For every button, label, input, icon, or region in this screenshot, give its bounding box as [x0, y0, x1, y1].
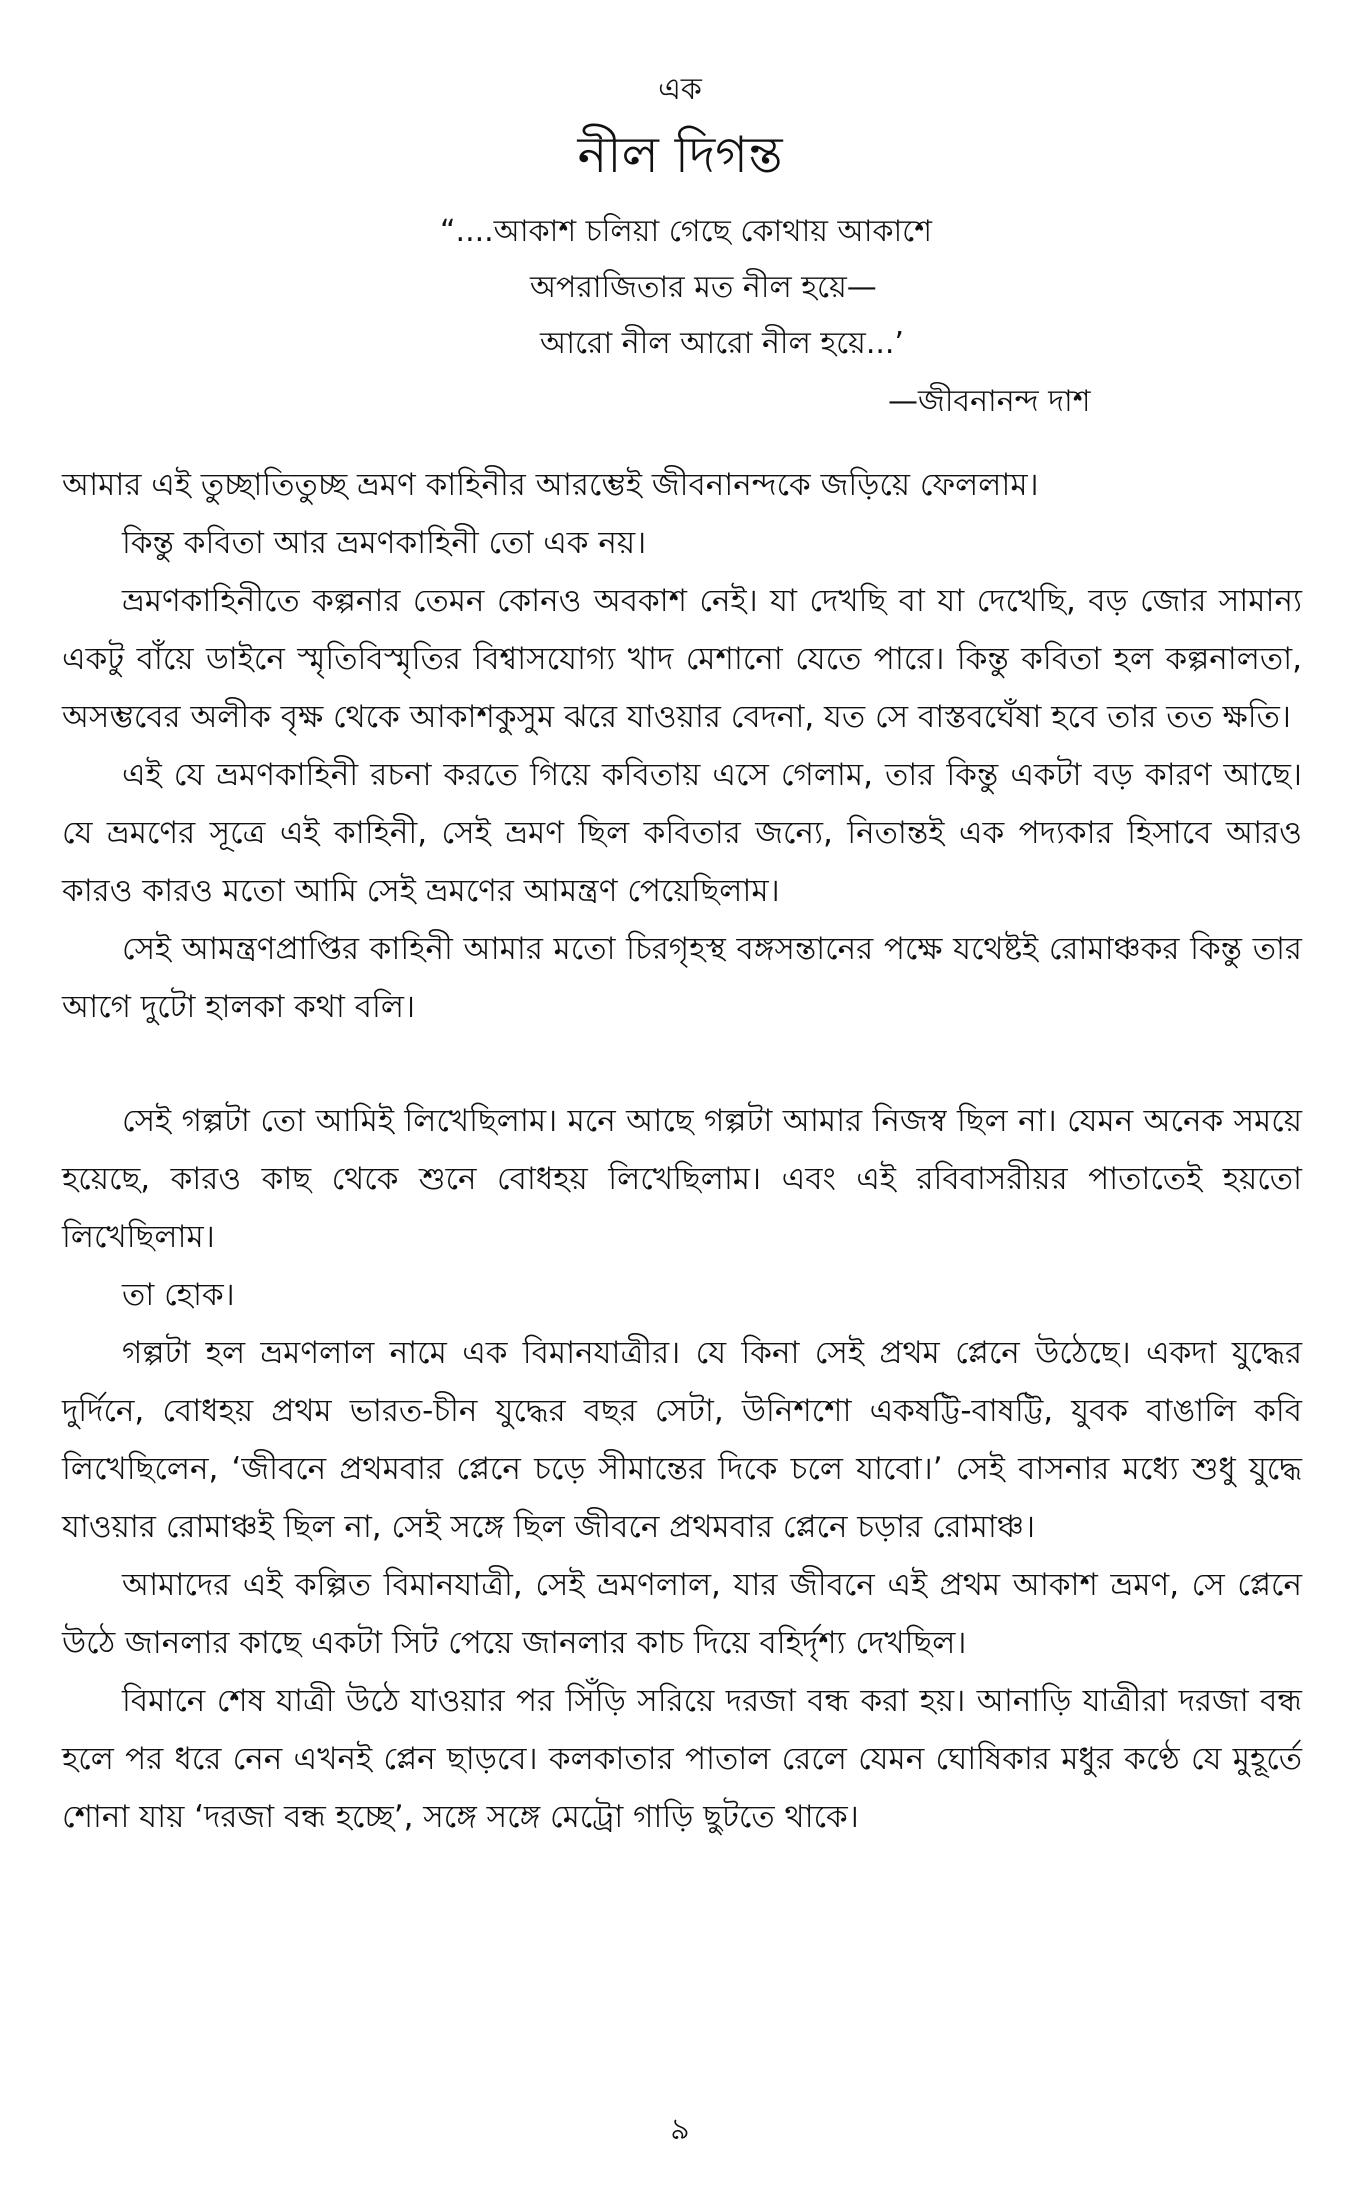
- chapter-number: এক: [658, 72, 702, 107]
- paragraph: সেই আমন্ত্রণপ্রাপ্তির কাহিনী আমার মতো চিরগৃহস্থ বঙ্গসন্তানের পক্ষে যথেষ্টই রোমাঞ্চকর কিন্তু তার আগে দুটো হালকা কথা বলি।: [62, 931, 1302, 1025]
- section-break: [62, 1036, 1302, 1092]
- epigraph: [380, 204, 1140, 432]
- paragraph: আমার এই তুচ্ছাতিতুচ্ছ ভ্রমণ কাহিনীর আরম্ভেই জীবনানন্দকে জড়িয়ে ফেললাম।: [62, 467, 1039, 503]
- paragraph: গল্পটা হল ভ্রমণলাল নামে এক বিমানযাত্রীর। যে কিনা সেই প্রথম প্লেনে উঠেছে। একদা যুদ্ধের দুর্দিনে, বোধহয় প্রথম ভারত-চীন যুদ্ধের বছর সেটা, উনিশশো একষট্টি-বাষট্টি, যুবক বাঙালি কবি লিখেছিলেন, ‘জীবনে প্রথমবার প্লেনে চড়ে সীমান্তের দিকে চলে যাবো।’ সেই বাসনার মধ্যে শুধু যুদ্ধে যাওয়ার রোমাঞ্চই ছিল না, সেই সঙ্গে ছিল জীবনে প্রথমবার প্লেনে চড়ার রোমাঞ্চ।: [62, 1335, 1302, 1545]
- paragraph: কিন্তু কবিতা আর ভ্রমণকাহিনী তো এক নয়।: [122, 525, 647, 561]
- paragraph: আমাদের এই কল্পিত বিমানযাত্রী, সেই ভ্রমণলাল, যার জীবনে এই প্রথম আকাশ ভ্রমণ, সে প্লেনে উঠে জানলার কাছে একটা সিট পেয়ে জানলার কাচ দিয়ে বহির্দৃশ্য দেখছিল।: [62, 1567, 1302, 1661]
- epigraph-attribution: —জীবনানন্দ দাশ: [888, 384, 1091, 419]
- epigraph-line: আরো নীল আরো নীল হয়ে...’: [540, 326, 904, 361]
- paragraph: সেই গল্পটা তো আমিই লিখেছিলাম। মনে আছে গল্পটা আমার নিজস্ব ছিল না। যেমন অনেক সময়ে হয়েছে, কারও কাছ থেকে শুনে বোধহয় লিখেছিলাম। এবং এই রবিবাসরীয়র পাতাতেই হয়তো লিখেছিলাম।: [62, 1103, 1302, 1255]
- chapter-title: নীল দিগন্ত: [577, 126, 783, 184]
- paragraph: বিমানে শেষ যাত্রী উঠে যাওয়ার পর সিঁড়ি সরিয়ে দরজা বন্ধ করা হয়। আনাড়ি যাত্রীরা দরজা বন্ধ হলে পর ধরে নেন এখনই প্লেন ছাড়বে। কলকাতার পাতাল রেলে যেমন ঘোষিকার মধুর কণ্ঠে যে মুহূর্তে শোনা যায় ‘দরজা বন্ধ হচ্ছে’, সঙ্গে সঙ্গে মেট্রো গাড়ি ছুটতে থাকে।: [62, 1683, 1302, 1835]
- epigraph-line: “....আকাশ চলিয়া গেছে কোথায় আকাশে: [440, 214, 932, 249]
- paragraph: তা হোক।: [122, 1277, 235, 1313]
- page-number: ৯: [670, 2112, 690, 2147]
- paragraph: এই যে ভ্রমণকাহিনী রচনা করতে গিয়ে কবিতায় এসে গেলাম, তার কিন্তু একটা বড় কারণ আছে। যে ভ্রমণের সূত্রে এই কাহিনী, সেই ভ্রমণ ছিল কবিতার জন্যে, নিতান্তই এক পদ্যকার হিসাবে আরও কারও কারও মতো আমি সেই ভ্রমণের আমন্ত্রণ পেয়েছিলাম।: [62, 757, 1302, 909]
- body-text: [62, 456, 1302, 1846]
- epigraph-line: অপরাজিতার মত নীল হয়ে—: [530, 270, 877, 305]
- paragraph: ভ্রমণকাহিনীতে কল্পনার তেমন কোনও অবকাশ নেই। যা দেখছি বা যা দেখেছি, বড় জোর সামান্য একটু বাঁয়ে ডাইনে স্মৃতিবিস্মৃতির বিশ্বাসযোগ্য খাদ মেশানো যেতে পারে। কিন্তু কবিতা হল কল্পনালতা, অসম্ভবের অলীক বৃক্ষ থেকে আকাশকুসুম ঝরে যাওয়ার বেদনা, যত সে বাস্তবঘেঁষা হবে তার তত ক্ষতি।: [62, 583, 1302, 735]
